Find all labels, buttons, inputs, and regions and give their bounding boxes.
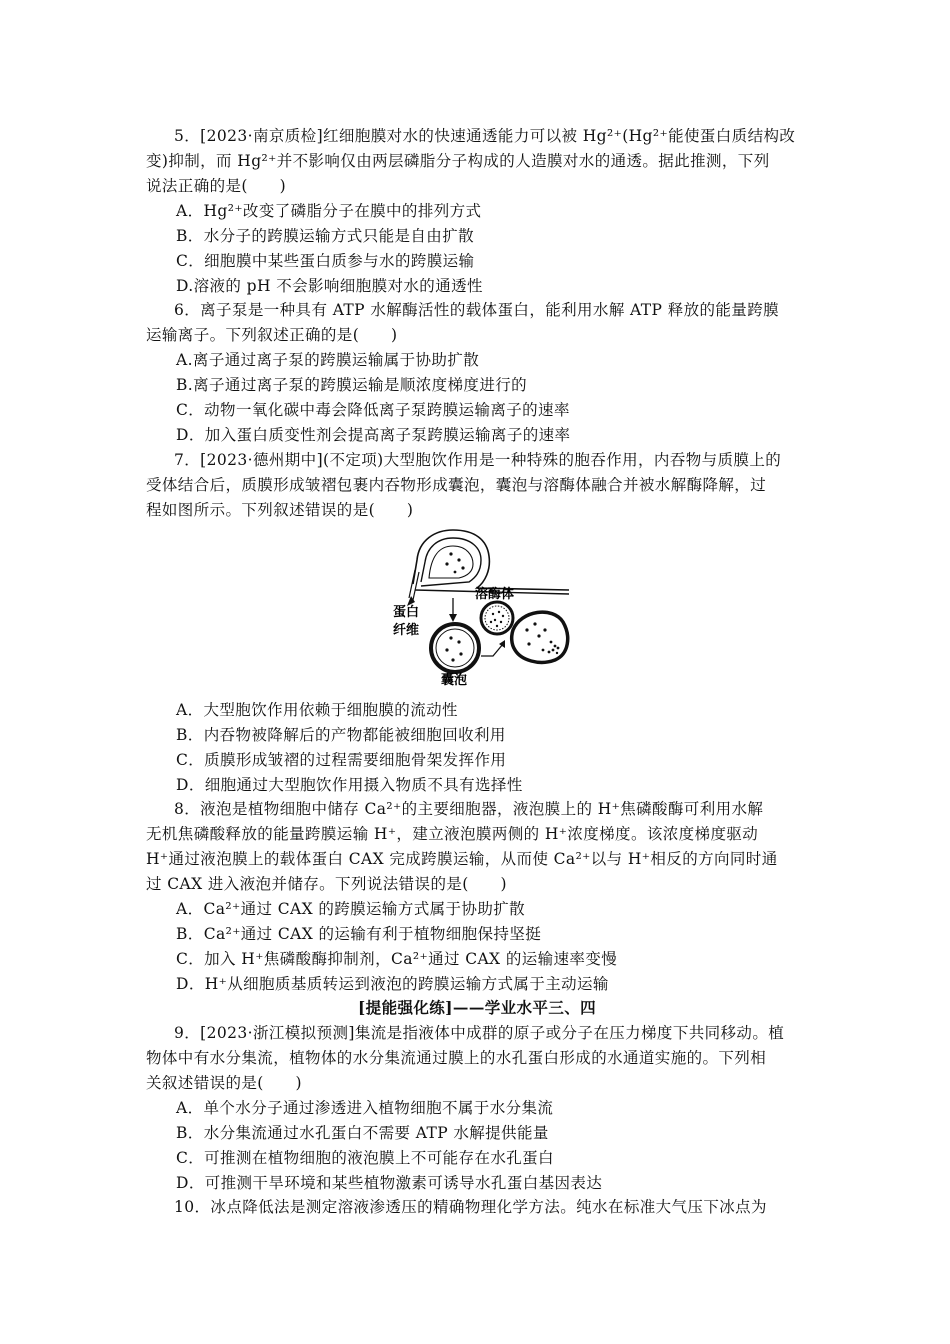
q5-line-1: 5．[2023·南京质检]红细胞膜对水的快速通透能力可以被 Hg²⁺(Hg²⁺能使蛋白质结构改 <box>174 127 796 145</box>
q8-option-d: D．H⁺从细胞质基质转运到液泡的跨膜运输方式属于主动运输 <box>176 975 609 993</box>
q5-option-a: A．Hg²⁺改变了磷脂分子在膜中的排列方式 <box>176 202 482 220</box>
arrow-right-icon <box>481 644 503 656</box>
q7-option-c: C．质膜形成皱褶的过程需要细胞骨架发挥作用 <box>176 751 507 769</box>
q7-option-b: B．内吞物被降解后的产物都能被细胞回收利用 <box>176 726 506 744</box>
q7-line-3: 程如图所示。下列叙述错误的是( ) <box>146 501 414 519</box>
q7-line-1: 7．[2023·德州期中](不定项)大型胞饮作用是一种特殊的胞吞作用，内吞物与质膜上的 <box>174 451 782 469</box>
macropinocytosis-diagram <box>393 526 573 688</box>
q8-option-c: C．加入 H⁺焦磷酸酶抑制剂，Ca²⁺通过 CAX 的运输速率变慢 <box>176 950 618 968</box>
vesicle-circle <box>431 624 479 672</box>
q7-option-d: D．细胞通过大型胞饮作用摄入物质不具有选择性 <box>176 776 523 794</box>
label-vesicle: 囊泡 <box>441 673 468 688</box>
q6-option-c: C．动物一氧化碳中毒会降低离子泵跨膜运输离子的速率 <box>176 401 570 419</box>
q7-option-a: A．大型胞饮作用依赖于细胞膜的流动性 <box>176 701 458 719</box>
q9-option-a: A．单个水分子通过渗透进入植物细胞不属于水分集流 <box>176 1099 554 1117</box>
q8-line-3: H⁺通过液泡膜上的载体蛋白 CAX 完成跨膜运输，从而使 Ca²⁺以与 H⁺相反的方向同时通 <box>146 850 778 868</box>
q6-line-1: 6．离子泵是一种具有 ATP 水解酶活性的载体蛋白，能利用水解 ATP 释放的能量跨膜 <box>174 301 779 319</box>
label-protein-fiber-2: 纤维 <box>393 623 420 638</box>
q5-option-d: D.溶液的 pH 不会影响细胞膜对水的通透性 <box>176 277 483 295</box>
q9-line-1: 9．[2023·浙江模拟预测]集流是指液体中成群的原子或分子在压力梯度下共同移动。植 <box>174 1024 785 1042</box>
q5-option-b: B．水分子的跨膜运输方式只能是自由扩散 <box>176 227 474 245</box>
q8-line-4: 过 CAX 进入液泡并储存。下列说法错误的是( ) <box>146 875 507 893</box>
q6-option-b: B.离子通过离子泵的跨膜运输是顺浓度梯度进行的 <box>176 376 528 394</box>
q9-line-3: 关叙述错误的是( ) <box>146 1074 302 1092</box>
engulfed-content-pocket <box>429 546 473 578</box>
q6-option-a: A.离子通过离子泵的跨膜运输属于协助扩散 <box>176 351 480 369</box>
membrane-ruffle-outer <box>413 530 569 590</box>
q8-option-b: B．Ca²⁺通过 CAX 的运输有利于植物细胞保持坚挺 <box>176 925 542 943</box>
q9-option-c: C．可推测在植物细胞的液泡膜上不可能存在水孔蛋白 <box>176 1149 554 1167</box>
q5-line-3: 说法正确的是( ) <box>146 177 287 195</box>
q9-option-d: D．可推测干旱环境和某些植物激素可诱导水孔蛋白基因表达 <box>176 1174 603 1192</box>
q5-option-c: C．细胞膜中某些蛋白质参与水的跨膜运输 <box>176 252 475 270</box>
q10-line-1: 10．冰点降低法是测定溶液渗透压的精确物理化学方法。纯水在标准大气压下冰点为 <box>174 1198 767 1216</box>
section-heading: [提能强化练]——学业水平三、四 <box>357 998 597 1017</box>
membrane-ruffle-inner <box>421 538 481 586</box>
q6-option-d: D．加入蛋白质变性剂会提高离子泵跨膜运输离子的速率 <box>176 426 571 444</box>
q6-line-2: 运输离子。下列叙述正确的是( ) <box>146 326 398 344</box>
lysosome-circle <box>481 602 513 634</box>
q8-line-2: 无机焦磷酸释放的能量跨膜运输 H⁺，建立液泡膜两侧的 H⁺浓度梯度。该浓度梯度驱动 <box>146 825 759 843</box>
q5-line-2: 变)抑制，而 Hg²⁺并不影响仅由两层磷脂分子构成的人造膜对水的通透。据此推测，下列 <box>146 152 770 170</box>
q9-line-2: 物体中有水分集流，植物体的水分集流通过膜上的水孔蛋白形成的水通道实施的。下列相 <box>146 1049 767 1067</box>
q9-option-b: B．水分集流通过水孔蛋白不需要 ATP 水解提供能量 <box>176 1124 549 1142</box>
label-lysosome: 溶酶体 <box>475 587 515 602</box>
label-protein-fiber-1: 蛋白 <box>393 605 420 620</box>
q8-option-a: A．Ca²⁺通过 CAX 的跨膜运输方式属于协助扩散 <box>176 900 526 918</box>
q8-line-1: 8．液泡是植物细胞中储存 Ca²⁺的主要细胞器，液泡膜上的 H⁺焦磷酸酶可利用水解 <box>174 800 764 818</box>
q7-line-2: 受体结合后，质膜形成皱褶包裹内吞物形成囊泡，囊泡与溶酶体融合并被水解酶降解，过 <box>146 476 767 494</box>
